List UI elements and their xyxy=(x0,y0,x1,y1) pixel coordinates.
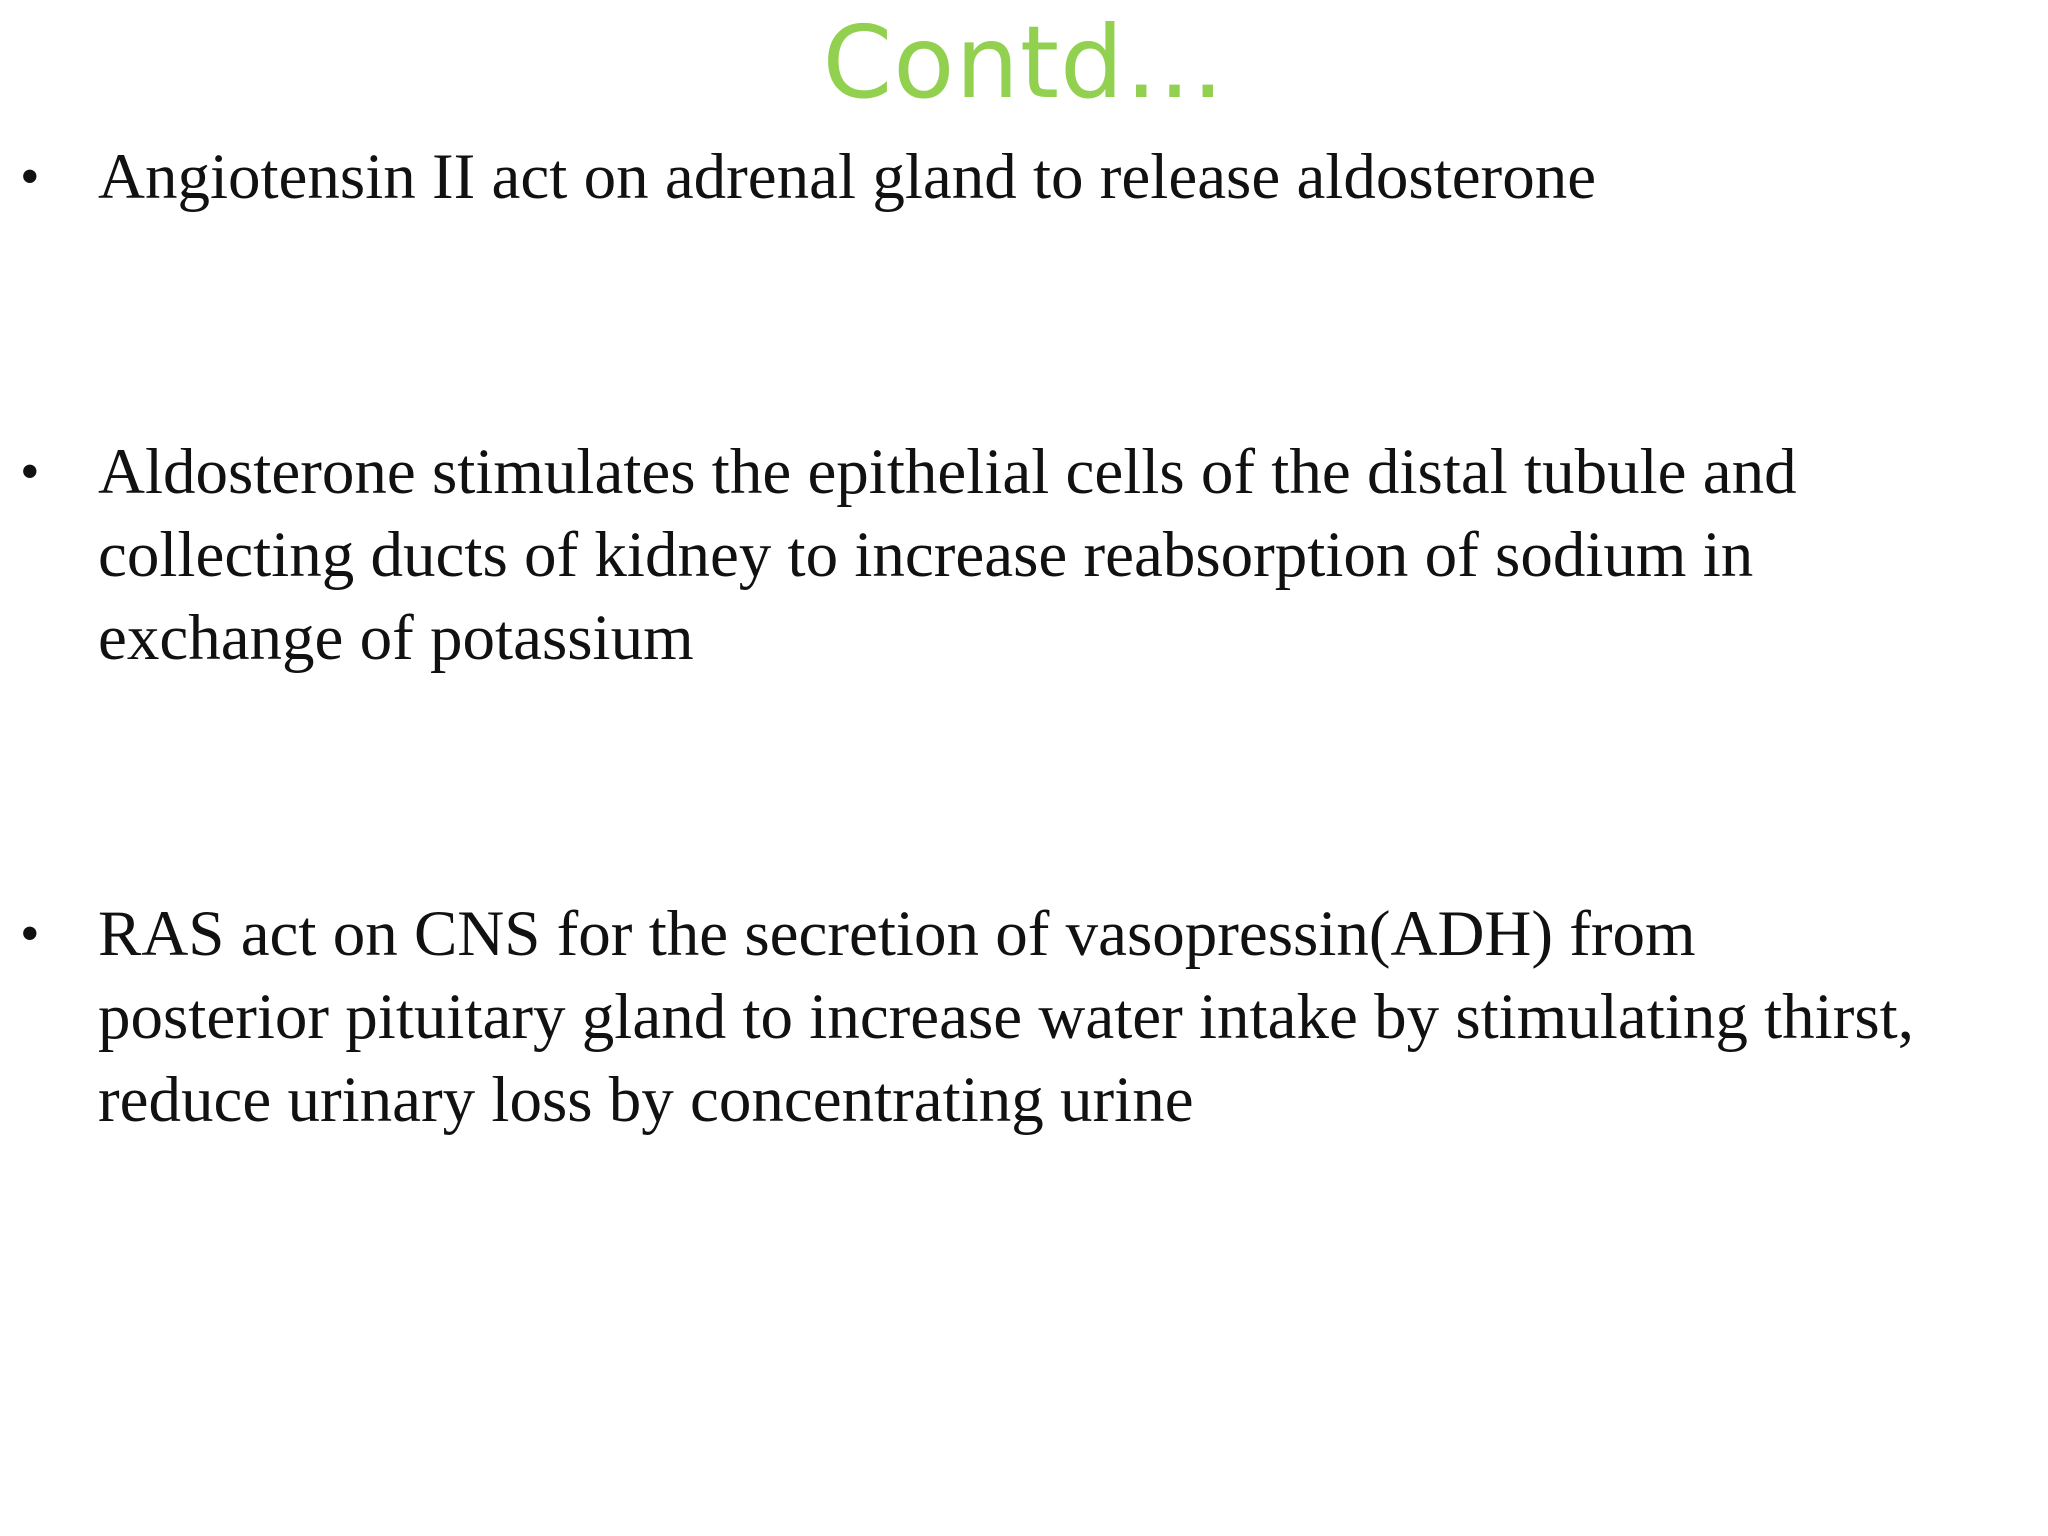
bullet-text xyxy=(98,136,2028,219)
bullet-line: Aldosterone stimulates the epithelial cells of the distal tubule and xyxy=(98,436,1797,508)
bullet-icon: • xyxy=(20,903,40,965)
bullet-text xyxy=(98,893,2028,1142)
bullet-icon: • xyxy=(20,146,40,208)
bullet-line: collecting ducts of kidney to increase reabsorption of sodium in xyxy=(98,519,1754,591)
bullet-icon: • xyxy=(20,441,40,503)
slide-title: Contd… xyxy=(822,4,1226,121)
bullet-line: posterior pituitary gland to increase water intake by stimulating thirst, xyxy=(98,981,1914,1053)
bullet-line: reduce urinary loss by concentrating urine xyxy=(98,1064,1194,1136)
bullet-line: RAS act on CNS for the secretion of vasopressin(ADH) from xyxy=(98,898,1696,970)
bullet-line: Angiotensin II act on adrenal gland to release aldosterone xyxy=(98,141,1597,213)
bullet-line: exchange of potassium xyxy=(98,602,694,674)
bullet-text xyxy=(98,431,2028,680)
